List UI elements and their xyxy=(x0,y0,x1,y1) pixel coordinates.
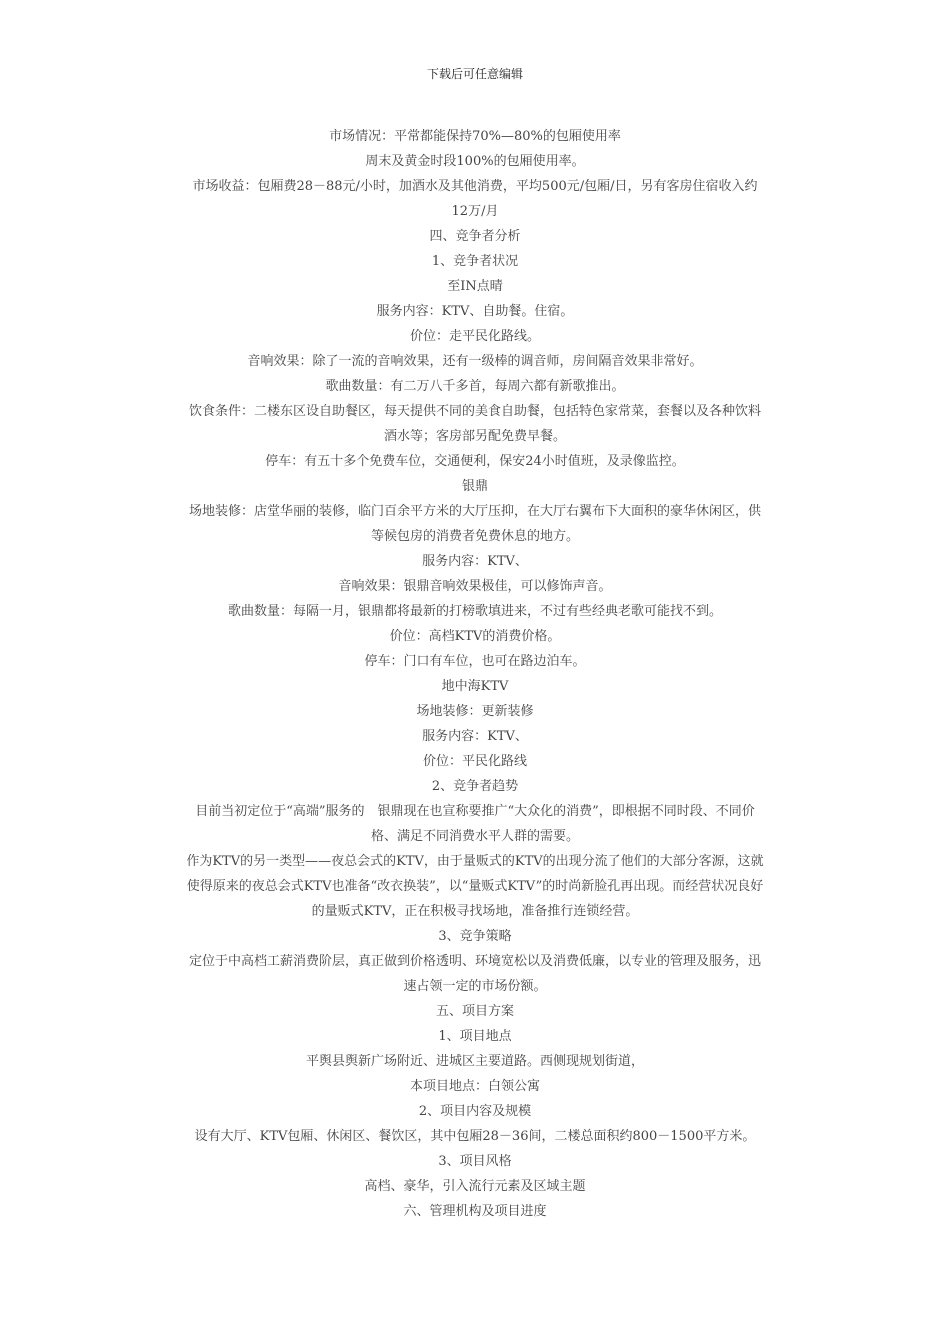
text-line: 六、管理机构及项目进度 xyxy=(403,1204,547,1219)
text-line: 停车：有五十多个免费车位，交通便利，保安24小时值班，及录像监控。 xyxy=(265,454,685,469)
text-line: 设有大厅、KTV包厢、休闲区、餐饮区，其中包厢28－36间，二楼总面积约800－1500平方米。 xyxy=(194,1129,756,1144)
paragraph xyxy=(140,1099,810,1124)
paragraph xyxy=(140,174,810,224)
paragraph xyxy=(140,549,810,574)
paragraph xyxy=(140,274,810,299)
paragraph xyxy=(140,249,810,274)
text-line: 五、项目方案 xyxy=(435,1004,514,1019)
paragraph xyxy=(140,624,810,649)
paragraph xyxy=(140,299,810,324)
paragraph xyxy=(140,1049,810,1074)
text-line: 速占领一定的市场份额。 xyxy=(403,979,547,994)
text-line: 市场收益：包厢费28－88元/小时，加酒水及其他消费，平均500元/包厢/日，另有客房住宿收入约 xyxy=(192,179,758,194)
text-line: 服务内容：KTV、 xyxy=(422,729,528,744)
text-line: 歌曲数量：有二万八千多首，每周六都有新歌推出。 xyxy=(325,379,625,394)
text-line: 价位：走平民化路线。 xyxy=(409,329,540,344)
paragraph xyxy=(140,499,810,549)
text-line: 作为KTV的另一类型——夜总会式的KTV，由于量贩式的KTV的出现分流了他们的大部分客源，这就 xyxy=(186,854,764,869)
paragraph xyxy=(140,1074,810,1099)
text-line: 等候包房的消费者免费休息的地方。 xyxy=(370,529,579,544)
paragraph xyxy=(140,774,810,799)
text-line: 的量贩式KTV，正在积极寻找场地，准备推行连锁经营。 xyxy=(311,904,639,919)
paragraph xyxy=(140,699,810,724)
text-line: 使得原来的夜总会式KTV也准备“改衣换装”，以“量贩式KTV”的时尚新脸孔再出现。而经营状况良好 xyxy=(186,879,764,894)
text-line: 周末及黄金时段100%的包厢使用率。 xyxy=(365,154,585,169)
paragraph xyxy=(140,474,810,499)
text-line: 服务内容：KTV、自助餐。住宿。 xyxy=(376,304,574,319)
text-line: 歌曲数量：每隔一月，银鼎都将最新的打榜歌填进来，不过有些经典老歌可能找不到。 xyxy=(227,604,722,619)
text-line: 价位：平民化路线 xyxy=(422,754,527,769)
paragraph xyxy=(140,1199,810,1224)
text-line: 本项目地点：白领公寓 xyxy=(409,1079,540,1094)
paragraph xyxy=(140,124,810,149)
text-line: 至IN点晴 xyxy=(447,279,503,294)
text-line: 停车：门口有车位，也可在路边泊车。 xyxy=(364,654,586,669)
text-line: 四、竞争者分析 xyxy=(429,229,521,244)
paragraph xyxy=(140,224,810,249)
paragraph xyxy=(140,1174,810,1199)
paragraph xyxy=(140,849,810,924)
paragraph xyxy=(140,324,810,349)
paragraph xyxy=(140,949,810,999)
paragraph xyxy=(140,399,810,449)
text-line: 音响效果：银鼎音响效果极佳，可以修饰声音。 xyxy=(338,579,612,594)
text-line: 音响效果：除了一流的音响效果，还有一级棒的调音师，房间隔音效果非常好。 xyxy=(247,354,703,369)
text-line: 2、项目内容及规模 xyxy=(418,1104,532,1119)
text-line: 3、竞争策略 xyxy=(438,929,512,944)
paragraph xyxy=(140,649,810,674)
paragraph xyxy=(140,674,810,699)
paragraph xyxy=(140,1149,810,1174)
paragraph xyxy=(140,1024,810,1049)
paragraph xyxy=(140,599,810,624)
text-line: 银鼎 xyxy=(461,479,488,494)
paragraph xyxy=(140,799,810,849)
paragraph xyxy=(140,449,810,474)
text-line: 定位于中高档工薪消费阶层，真正做到价格透明、环境宽松以及消费低廉，以专业的管理及服务，迅 xyxy=(188,954,761,969)
text-line: 格、满足不同消费水平人群的需要。 xyxy=(370,829,579,844)
text-line: 市场情况：平常都能保持70%—80%的包厢使用率 xyxy=(329,129,621,144)
paragraph xyxy=(140,724,810,749)
text-line: 12万/月 xyxy=(451,204,499,219)
paragraph xyxy=(140,924,810,949)
paragraph xyxy=(140,149,810,174)
text-line: 饮食条件：二楼东区设自助餐区，每天提供不同的美食自助餐，包括特色家常菜，套餐以及各种饮料 xyxy=(188,404,761,419)
text-line: 1、竞争者状况 xyxy=(431,254,519,269)
text-line: 高档、豪华，引入流行元素及区域主题 xyxy=(364,1179,586,1194)
text-line: 2、竞争者趋势 xyxy=(431,779,519,794)
paragraph xyxy=(140,574,810,599)
text-line: 场地装修：店堂华丽的装修，临门百余平方米的大厅压抑，在大厅右翼布下大面积的豪华休闲区，供 xyxy=(188,504,761,519)
document-body xyxy=(140,124,810,1224)
page-header: 下载后可任意编辑 xyxy=(426,67,523,81)
text-line: 1、项目地点 xyxy=(438,1029,512,1044)
paragraph xyxy=(140,1124,810,1149)
paragraph xyxy=(140,749,810,774)
text-line: 平舆县舆新广场附近、进城区主要道路。西侧现规划街道， xyxy=(305,1054,644,1069)
text-line: 目前当初定位于“高端”服务的 银鼎现在也宣称要推广“大众化的消费”，即根据不同时段、不同价 xyxy=(195,804,755,819)
paragraph xyxy=(140,349,810,374)
paragraph xyxy=(140,999,810,1024)
text-line: 价位：高档KTV的消费价格。 xyxy=(389,629,561,644)
paragraph xyxy=(140,374,810,399)
text-line: 3、项目风格 xyxy=(438,1154,512,1169)
text-line: 酒水等；客房部另配免费早餐。 xyxy=(383,429,566,444)
text-line: 场地装修：更新装修 xyxy=(416,704,534,719)
text-line: 服务内容：KTV、 xyxy=(422,554,528,569)
text-line: 地中海KTV xyxy=(441,679,509,694)
